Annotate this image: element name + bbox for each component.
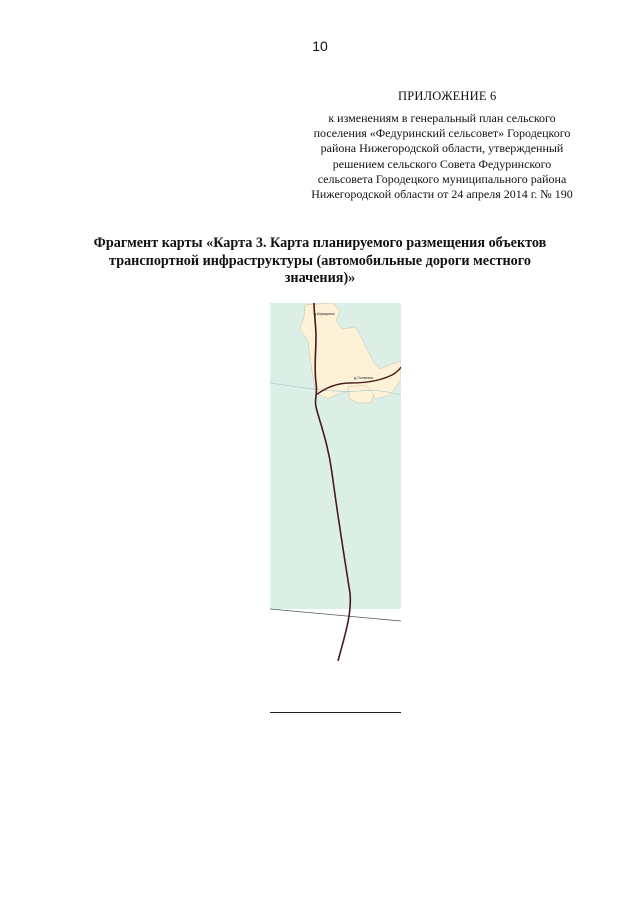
- village-label-north: д.Шумарино: [314, 312, 335, 316]
- map-fragment: [270, 303, 401, 661]
- map-image: [270, 303, 401, 661]
- separator-line: [270, 712, 401, 713]
- appendix-title: ПРИЛОЖЕНИЕ 6: [398, 89, 497, 103]
- open-area: [270, 609, 401, 661]
- appendix-line: поселения «Федуринский сельсовет» Городецкого: [313, 126, 571, 141]
- page-number: 10: [312, 38, 328, 54]
- appendix-line: решением сельского Совета Федуринского: [332, 156, 552, 171]
- title-line: транспортной инфраструктуры (автомобильные дороги местного: [109, 252, 531, 269]
- appendix-line: Нижегородской области от 24 апреля 2014 г. № 190: [311, 187, 573, 202]
- title-line: значения)»: [284, 270, 356, 286]
- village-label-south: д.Останино: [354, 376, 374, 380]
- document-title: [70, 235, 570, 288]
- title-line: Фрагмент карты «Карта 3. Карта планируемого размещения объектов: [93, 235, 547, 251]
- appendix-line: района Нижегородской области, утвержденный: [320, 141, 564, 156]
- appendix-line: к изменениям в генеральный план сельского: [328, 111, 556, 125]
- appendix-description: [292, 111, 592, 202]
- appendix-line: сельсовета Городецкого муниципального района: [317, 171, 567, 186]
